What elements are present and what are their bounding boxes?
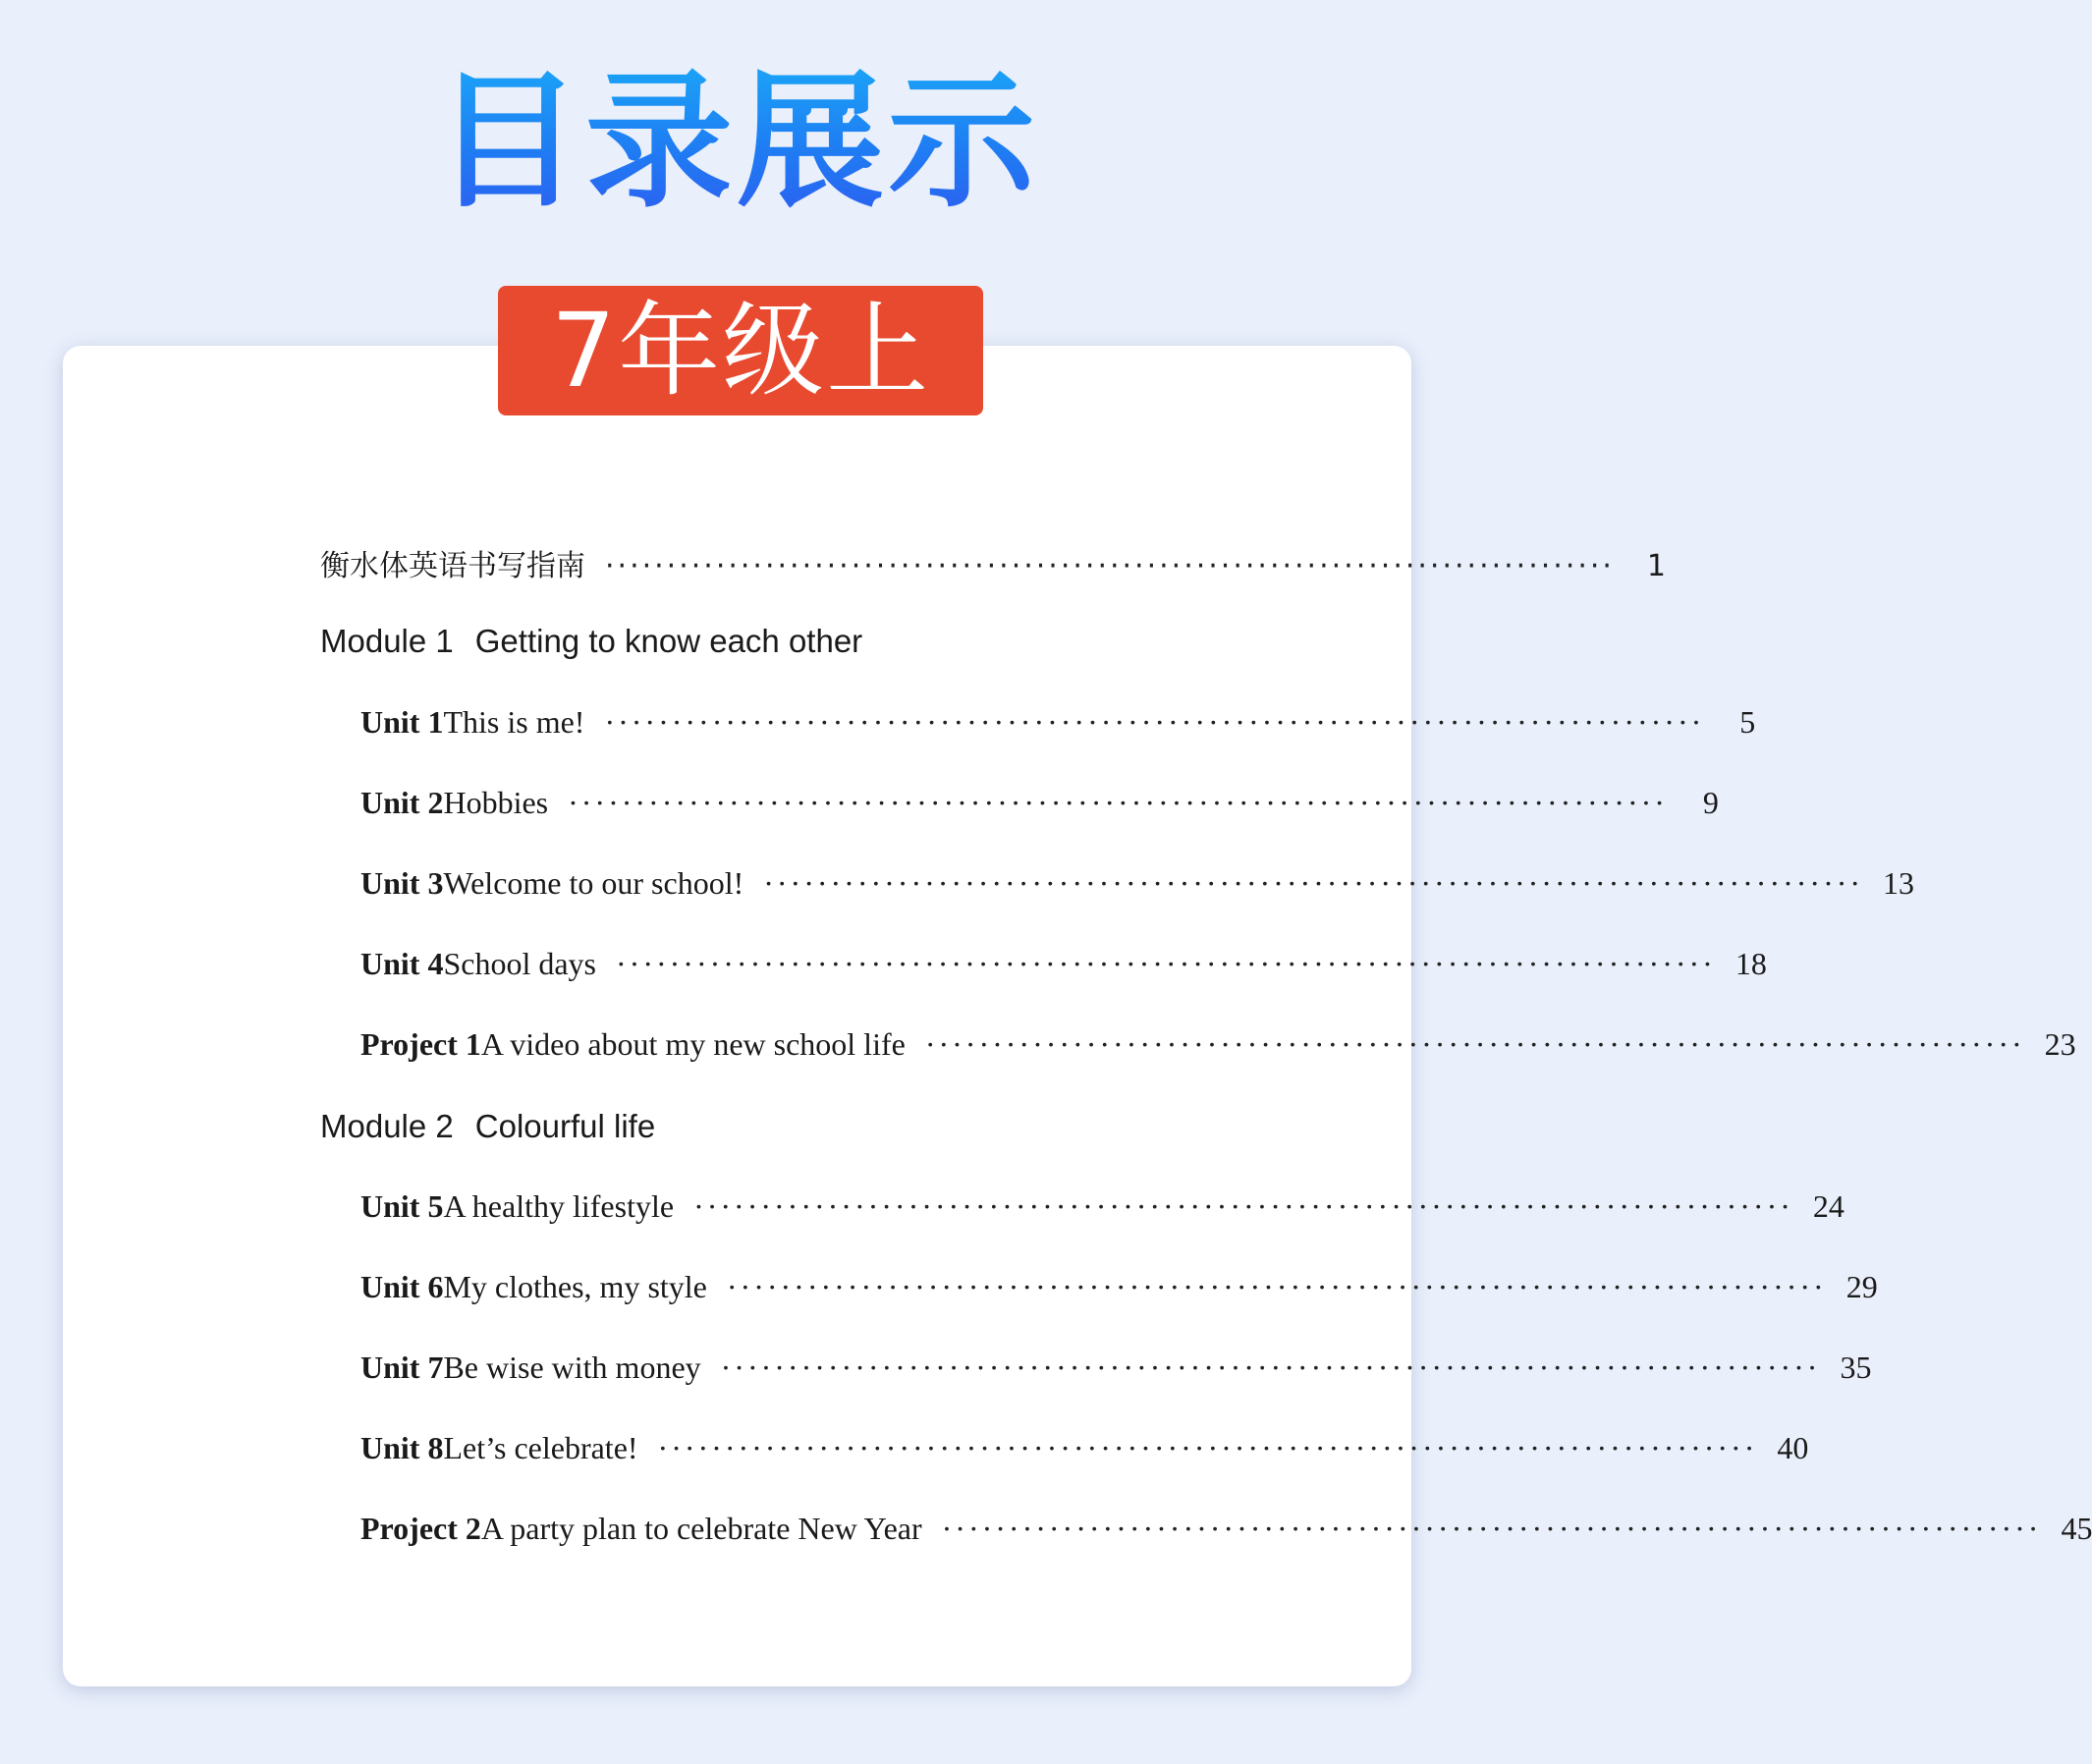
toc-entry[interactable] xyxy=(360,1511,2092,1547)
toc-entry[interactable] xyxy=(360,1026,2076,1063)
entry-title: This is me! xyxy=(443,704,585,740)
toc-entry[interactable] xyxy=(360,1188,1844,1225)
entry-title: Be wise with money xyxy=(443,1350,701,1385)
entry-title: A party plan to celebrate New Year xyxy=(480,1511,922,1546)
toc-entry[interactable] xyxy=(360,1350,1872,1386)
entry-title: 衡水体英语书写指南 xyxy=(320,549,585,583)
leader-dots: ·················································································· xyxy=(763,865,1864,901)
toc-entry[interactable] xyxy=(360,946,1767,982)
entry-title: A healthy lifestyle xyxy=(443,1188,675,1224)
entry-page: 5 xyxy=(1739,704,1756,740)
leader-dots: ·················································································· xyxy=(720,1350,1821,1385)
toc-entry[interactable] xyxy=(360,1269,1878,1305)
entry-label: Unit 8 xyxy=(360,1430,444,1465)
module-heading xyxy=(320,623,862,660)
toc-entry[interactable] xyxy=(360,865,1915,902)
leader-dots: ·················································································· xyxy=(604,704,1705,740)
entry-page: 9 xyxy=(1702,785,1719,820)
entry-page: 24 xyxy=(1812,1188,1844,1224)
leader-dots: ·················································································· xyxy=(726,1269,1827,1304)
entry-label: Project 2 xyxy=(360,1511,481,1546)
entry-label: Unit 4 xyxy=(360,946,444,981)
module-heading xyxy=(320,1108,655,1145)
entry-label: Unit 3 xyxy=(360,865,444,901)
toc-entry-writing-guide[interactable] xyxy=(320,541,1666,584)
entry-label: Unit 1 xyxy=(360,704,444,740)
leader-dots: ·················································································· xyxy=(657,1430,1758,1465)
entry-page: 1 xyxy=(1646,549,1666,583)
entry-label: Unit 5 xyxy=(360,1188,444,1224)
entry-label: Unit 2 xyxy=(360,785,444,820)
leader-dots: ·················································································· xyxy=(693,1188,1793,1224)
module-title: Colourful life xyxy=(474,1108,656,1144)
entry-title: Welcome to our school! xyxy=(443,865,744,901)
entry-title: Hobbies xyxy=(443,785,549,820)
toc-entry[interactable] xyxy=(360,1430,1809,1466)
entry-page: 18 xyxy=(1734,946,1767,981)
entry-page: 40 xyxy=(1777,1430,1809,1465)
entry-title: School days xyxy=(443,946,596,981)
entry-page: 29 xyxy=(1845,1269,1878,1304)
entry-page: 23 xyxy=(2044,1026,2076,1062)
leader-dots: ·················································································· xyxy=(605,549,1615,583)
page-title: 目录展示 xyxy=(0,59,1473,226)
module-label: Module 1 xyxy=(320,623,454,659)
entry-label: Unit 7 xyxy=(360,1350,444,1385)
entry-page: 13 xyxy=(1883,865,1915,901)
leader-dots: ·················································································· xyxy=(941,1511,2042,1546)
entry-title: Let’s celebrate! xyxy=(443,1430,638,1465)
entry-label: Project 1 xyxy=(360,1026,481,1062)
entry-page: 45 xyxy=(2061,1511,2092,1546)
leader-dots: ·················································································· xyxy=(616,946,1716,981)
entry-title: My clothes, my style xyxy=(443,1269,707,1304)
leader-dots: ·················································································· xyxy=(568,785,1668,820)
toc-entry[interactable] xyxy=(360,704,1756,741)
module-label: Module 2 xyxy=(320,1108,454,1144)
entry-page: 35 xyxy=(1840,1350,1872,1385)
grade-badge: 7年级上 xyxy=(498,286,983,415)
entry-title: A video about my new school life xyxy=(480,1026,906,1062)
leader-dots: ·················································································· xyxy=(924,1026,2025,1062)
toc-entry[interactable] xyxy=(360,785,1719,821)
module-title: Getting to know each other xyxy=(474,623,863,659)
entry-label: Unit 6 xyxy=(360,1269,444,1304)
